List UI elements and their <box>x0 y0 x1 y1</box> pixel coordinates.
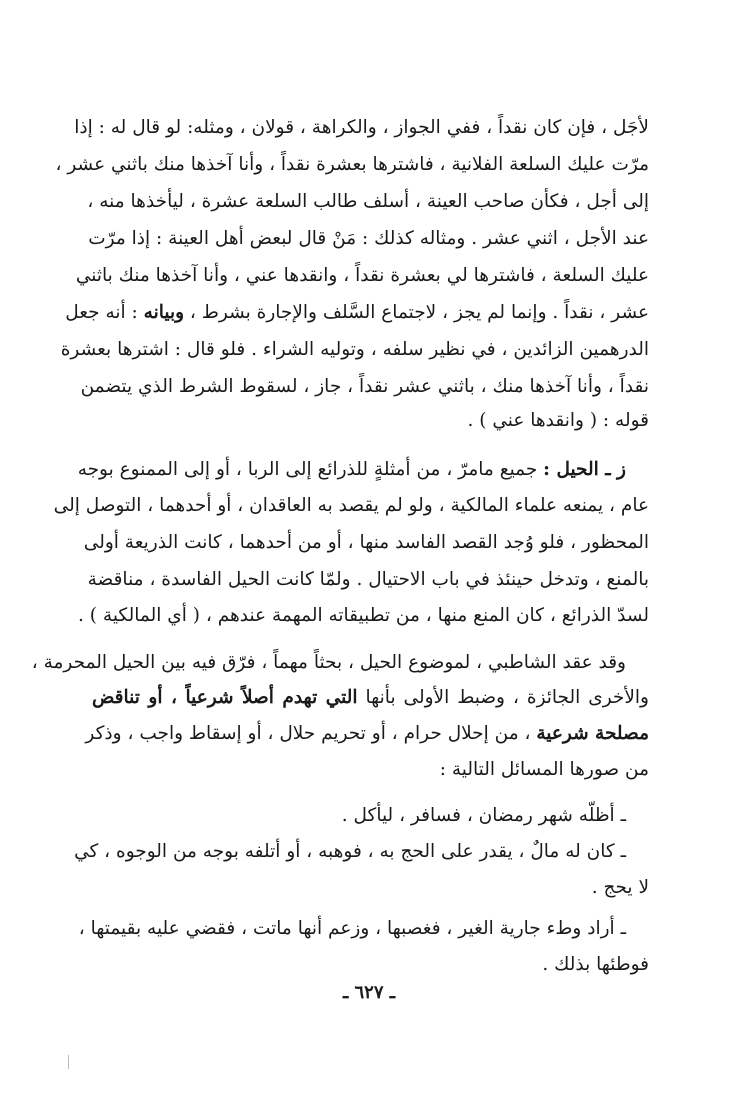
text-line: بالمنع ، وتدخل حينئذ في باب الاحتيال . ولمّا كانت الحيل الفاسدة ، مناقضة <box>87 569 649 590</box>
bold-phrase: التي تهدم أصلاً شرعياً ، أو تناقض <box>92 687 358 708</box>
text-line: نقداً ، وأنا آخذها منك ، باثني عشر نقداً ، جاز ، لسقوط الشرط الذي يتضمن <box>80 376 649 397</box>
text-line: الدرهمين الزائدين ، في نظير سلفه ، وتوليه الشراء . فلو قال : اشترها بعشرة <box>60 339 649 360</box>
text-line: لأجَل ، فإن كان نقداً ، ففي الجواز ، والكراهة ، قولان ، ومثله: لو قال له : إذا <box>74 117 649 138</box>
scan-mark <box>68 1055 69 1069</box>
text-run: جميع مامرّ ، من أمثلةٍ للذرائع إلى الربا ، أو إلى الممنوع بوجه <box>77 459 544 480</box>
section-heading: ز ـ الحيل : <box>543 459 626 480</box>
page-number: ـ ٦٢٧ ـ <box>342 982 396 1003</box>
text-run: ، من إحلال حرام ، أو تحريم حلال ، أو إسقاط واجب ، وذكر <box>85 723 537 744</box>
text-line: المحظور ، فلو وُجد القصد الفاسد منها ، أو من أحدهما ، كانت الذريعة أولى <box>83 532 649 553</box>
text-run: والأخرى الجائزة ، وضبط الأولى بأنها <box>357 687 649 708</box>
bold-phrase: مصلحة شرعية <box>536 723 649 744</box>
text-line: عليك السلعة ، فاشترها لي بعشرة نقداً ، وانقدها عني ، وأنا آخذها منك باثني <box>75 265 649 286</box>
text-line: من صورها المسائل التالية : <box>439 759 649 780</box>
text-line: لسدّ الذرائع ، كان المنع منها ، من تطبيقاته المهمة عندهم ، ( أي المالكية ) . <box>78 605 649 626</box>
text-line: إلى أجل ، فكأن صاحب العينة ، أسلف طالب السلعة عشرة ، ليأخذها منه ، <box>87 191 649 212</box>
text-line <box>77 452 626 488</box>
text-line: عام ، يمنعه علماء المالكية ، ولو لم يقصد به العاقدان ، أو أحدهما ، التوصل إلى <box>53 495 649 516</box>
list-item-continuation: فوطئها بذلك . <box>542 954 649 975</box>
text-line <box>65 295 649 331</box>
text-run: عشر ، نقداً . وإنما لم يجز ، لاجتماع السَّلف والإجارة بشرط ، <box>184 302 649 323</box>
text-line: عند الأجل ، اثني عشر . ومثاله كذلك : مَنْ قال لبعض أهل العينة : إذا مرّت <box>88 228 649 249</box>
text-line: وقد عقد الشاطبي ، لموضوع الحيل ، بحثاً مهماً ، فرّق فيه بين الحيل المحرمة ، <box>31 652 626 673</box>
list-item: ـ كان له مالٌ ، يقدر على الحج به ، فوهبه ، أو أتلفه بوجه من الوجوه ، كي <box>74 841 626 862</box>
text-line <box>92 680 649 716</box>
bold-term: وبيانه <box>143 302 185 323</box>
list-item-continuation: لا يحج . <box>591 877 649 898</box>
text-line <box>85 716 649 752</box>
text-line: مرّت عليك السلعة الفلانية ، فاشترها بعشرة نقداً ، وأنا آخذها منك باثني عشر ، <box>55 154 649 175</box>
text-line: قوله : ( وانقدها عني ) . <box>467 410 649 431</box>
list-item: ـ أظلّه شهر رمضان ، فسافر ، ليأكل . <box>341 805 626 826</box>
text-run: : أنه جعل <box>65 302 144 323</box>
list-item: ـ أراد وطء جارية الغير ، فغصبها ، وزعم أنها ماتت ، فقضي عليه بقيمتها ، <box>78 918 626 939</box>
